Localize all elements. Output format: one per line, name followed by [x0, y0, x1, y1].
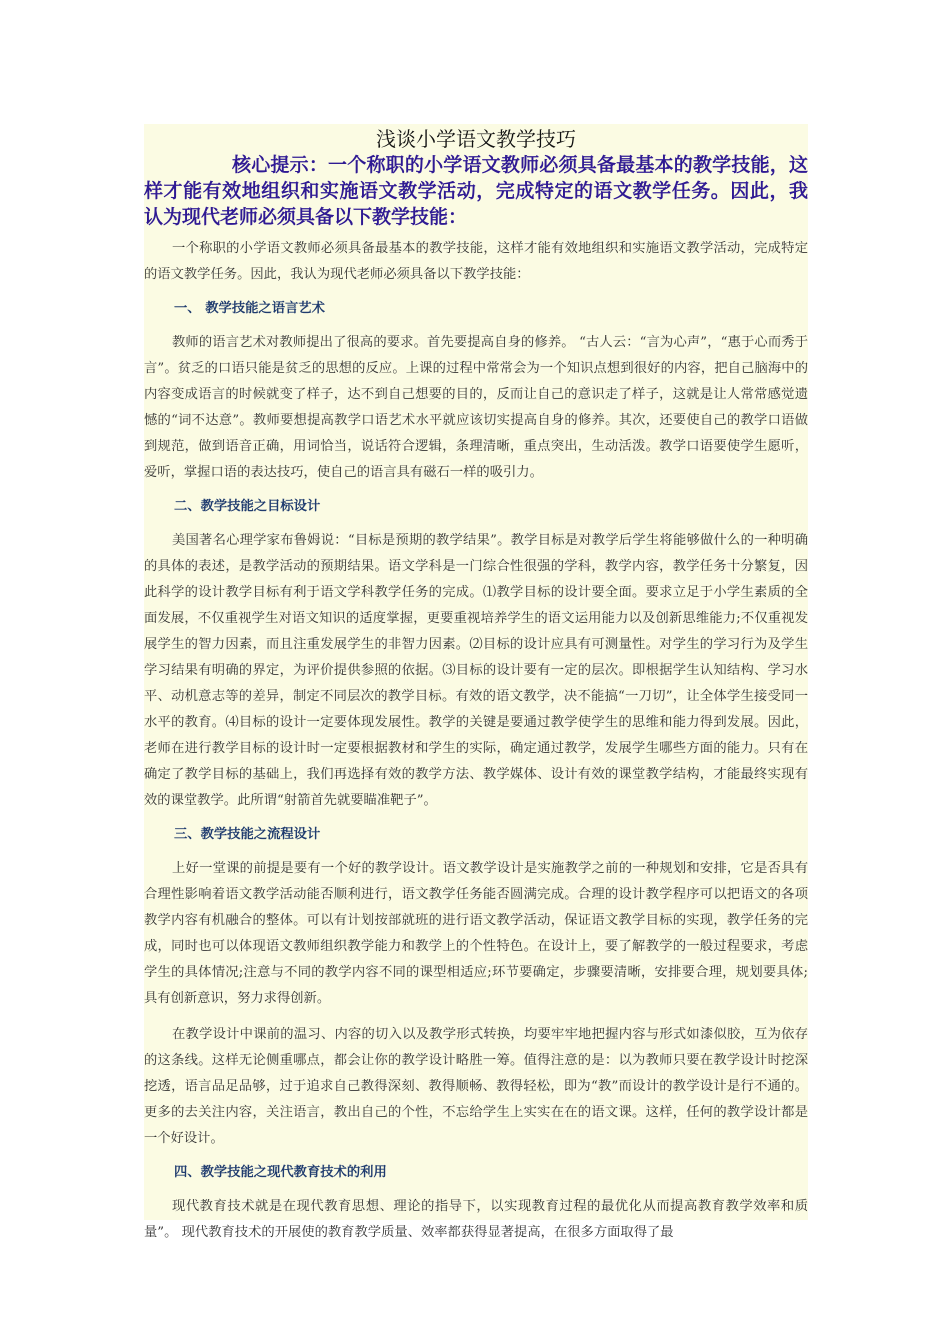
section-heading-1: 一、 教学技能之语言艺术: [174, 301, 325, 316]
section-heading-3: 三、教学技能之流程设计: [174, 827, 321, 842]
section-3-paragraph-2: 在教学设计中课前的温习、内容的切入以及教学形式转换，均要牢牢地把握内容与形式如漆似胶，互为依存的这条线。这样无论侧重哪点，都会让你的教学设计略胜一筹。值得注意的是：以为教师只要在教学设计时挖深挖透，语言品足品够，过于追求自己教得深刻、教得顺畅、教得轻松，即为“教”而设计的教学设计是行不通的。更多的去关注内容，关注语言，教出自己的个性，不忘给学生上实实在在的语文课。这样，任何的教学设计都是一个好设计。: [144, 1027, 808, 1146]
intro-paragraph: 一个称职的小学语文教师必须具备最基本的教学技能，这样才能有效地组织和实施语文教学活动，完成特定的语文教学任务。因此，我认为现代老师必须具备以下教学技能：: [144, 241, 808, 282]
section-4-paragraph-1: 现代教育技术就是在现代教育思想、理论的指导下，以实现教育过程的最优化从而提高教育教学效率和质量”。 现代教育技术的开展使的教育教学质量、效率都获得显著提高，在很多方面取得了最: [144, 1199, 808, 1240]
section-1-paragraph-1: 教师的语言艺术对教师提出了很高的要求。首先要提高自身的修养。 “古人云：“言为心声”，“惠于心而秀于言”。贫乏的口语只能是贫乏的思想的反应。上课的过程中常常会为一个知识点想到很好的内容，把自己脑海中的内容变成语言的时候就变了样子，达不到自己想要的目的，反而让自己的意识走了样子，这就是让人常常感觉遗憾的“词不达意”。教师要想提高教学口语艺术水平就应该切实提高自身的修养。其次，还要使自己的教学口语做到规范，做到语音正确，用词恰当，说话符合逻辑，条理清晰，重点突出，生动活泼。教学口语要使学生愿听，爱听，掌握口语的表达技巧，使自己的语言具有磁石一样的吸引力。: [144, 335, 808, 480]
core-hint: 核心提示：一个称职的小学语文教师必须具备最基本的教学技能，这样才能有效地组织和实施语文教学活动，完成特定的语文教学任务。因此，我认为现代老师必须具备以下教学技能：: [144, 154, 808, 228]
section-3-paragraph-1: 上好一堂课的前提是要有一个好的教学设计。语文教学设计是实施教学之前的一种规划和安排，它是否具有合理性影响着语文教学活动能否顺利进行，语文教学任务能否圆满完成。合理的设计教学程序可以把语文的各项教学内容有机融合的整体。可以有计划按部就班的进行语文教学活动，保证语文教学目标的实现，教学任务的完成，同时也可以体现语文教师组织教学能力和教学上的个性特色。在设计上，要了解教学的一般过程要求，考虑学生的具体情况;注意与不同的教学内容不同的课型相适应;环节要确定，步骤要清晰，安排要合理，规划要具体;具有创新意识，努力求得创新。: [144, 861, 808, 1006]
section-2-paragraph-1: 美国著名心理学家布鲁姆说：“目标是预期的教学结果”。教学目标是对教学后学生将能够做什么的一种明确的具体的表述，是教学活动的预期结果。语文学科是一门综合性很强的学科，教学内容，教学任务十分繁复，因此科学的设计教学目标有利于语文学科教学任务的完成。⑴教学目标的设计要全面。要求立足于小学生素质的全面发展，不仅重视学生对语文知识的适度掌握，更要重视培养学生的语文运用能力以及创新思维能力;不仅重视发展学生的智力因素，而且注重发展学生的非智力因素。⑵目标的设计应具有可测量性。对学生的学习行为及学生学习结果有明确的界定，为评价提供参照的依据。⑶目标的设计要有一定的层次。即根据学生认知结构、学习水平、动机意志等的差异，制定不同层次的教学目标。有效的语文教学，决不能搞“一刀切”，让全体学生接受同一水平的教育。⑷目标的设计一定要体现发展性。教学的关键是要通过教学使学生的思维和能力得到发展。因此，老师在进行教学目标的设计时一定要根据教材和学生的实际，确定通过教学，发展学生哪些方面的能力。只有在确定了教学目标的基础上，我们再选择有效的教学方法、教学媒体、设计有效的课堂教学结构，才能最终实现有效的课堂教学。此所谓“射箭首先就要瞄准靶子”。: [144, 533, 808, 808]
section-heading-2: 二、教学技能之目标设计: [174, 499, 321, 514]
article-box: [144, 124, 808, 1240]
article-title: 浅谈小学语文教学技巧: [376, 127, 576, 151]
section-heading-4: 四、教学技能之现代教育技术的利用: [174, 1165, 387, 1180]
